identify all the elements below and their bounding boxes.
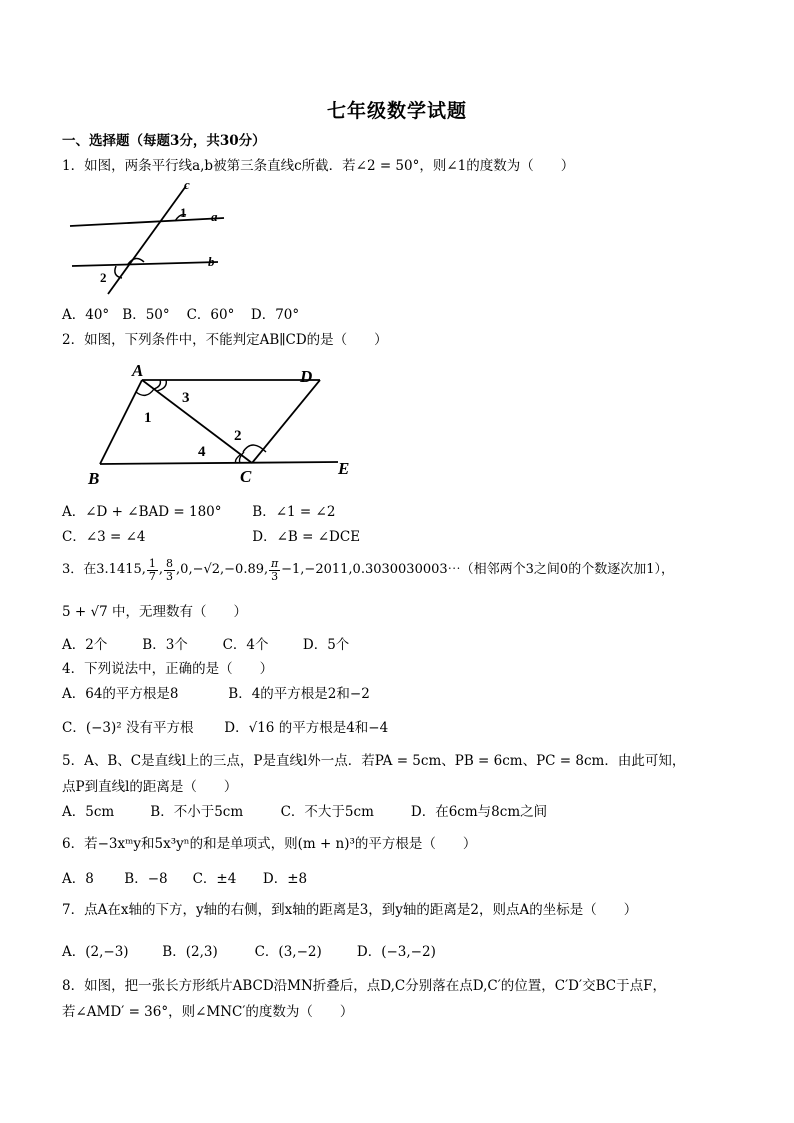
q7-option-d: D．(−3,−2) (356, 944, 436, 960)
q6-option-d: D．±8 (262, 871, 308, 887)
q3-stem-prefix: 3．在3.1415, (62, 562, 146, 577)
q3-stem-tail: −1,−2011,0.3030030003⋯（相邻两个3之间0的个数逐次加1）， (281, 562, 674, 577)
angle-1-arc (136, 389, 154, 395)
label-1: 1 (180, 205, 187, 220)
label-4: 4 (198, 444, 206, 460)
q2-option-c: C．∠3 = ∠4 (62, 529, 146, 545)
q1-option-b: B．50° (122, 307, 170, 323)
line-b (72, 262, 218, 266)
q7-option-a: A．(2,−3) (62, 944, 129, 960)
label-c: c (184, 180, 190, 192)
q5-option-b: B．不小于5cm (150, 804, 244, 820)
q3-options (62, 636, 349, 654)
q4-option-c: C．(−3)² 没有平方根 (62, 720, 194, 736)
q2-option-a: A．∠D + ∠BAD = 180° (62, 504, 222, 520)
q2-option-b: B．∠1 = ∠2 (252, 504, 336, 520)
q3-fraction-8-3 (164, 558, 175, 583)
q3-stem-middle: ,0,−√2,−0.89, (176, 562, 269, 577)
q1-figure (62, 180, 242, 300)
q1-option-d: D．70° (250, 307, 300, 323)
q7-options (62, 943, 436, 961)
q4-stem: 4．下列说法中，正确的是（ ） (62, 661, 274, 677)
q6-option-c: C．±4 (192, 871, 237, 887)
label-1: 1 (144, 410, 152, 426)
label-3: 3 (182, 390, 190, 406)
q4-option-a: A．64的平方根是8 (62, 686, 179, 702)
q3-fraction-1-7 (147, 558, 158, 583)
q2-option-d: D．∠B = ∠DCE (252, 529, 361, 545)
label-B: B (88, 469, 100, 485)
frac-denominator: 7 (148, 569, 156, 583)
q2-stem: 2．如图，下列条件中，不能判定AB∥CD的是（ ） (62, 332, 388, 348)
q6-option-b: B．−8 (124, 871, 168, 887)
q5-stem: 5．A、B、C是直线l上的三点，P是直线l外一点．若PA = 5cm、PB = 6cm、PC = 8cm．由此可知， (62, 753, 686, 769)
frac-denominator: 3 (271, 569, 279, 583)
q6-option-a: A．8 (62, 871, 94, 887)
q3-option-d: D．5个 (302, 637, 350, 653)
q3-line2: 5 + √7 中，无理数有（ ） (62, 604, 247, 620)
segment-ac (142, 380, 252, 463)
label-C: C (240, 467, 252, 485)
frac-denominator: 3 (166, 569, 174, 583)
q1-options (62, 306, 299, 324)
q2-options-row1 (62, 503, 335, 521)
angle-3-arc (154, 380, 160, 389)
label-E: E (338, 459, 350, 478)
q4-options-row2 (62, 719, 388, 737)
q5-line2: 点P到直线l的距离是（ ） (62, 779, 238, 795)
q7-stem: 7．点A在x轴的下方，y轴的右侧，到x轴的距离是3，到y轴的距离是2，则点A的坐标是（ ） (62, 902, 638, 918)
q7-option-c: C．(3,−2) (254, 944, 322, 960)
q8-stem: 8．如图，把一张长方形纸片ABCD沿MN折叠后，点D,C分别落在点D,C′的位置，C′D′交BC于点F， (62, 978, 666, 994)
label-2: 2 (234, 428, 242, 444)
q5-option-d: D．在6cm与8cm之间 (410, 804, 548, 820)
label-b: b (208, 254, 215, 269)
section-heading: 一、选择题（每题3分，共30分） (62, 133, 266, 149)
frac-numerator: 1 (148, 556, 156, 570)
q6-options (62, 870, 307, 888)
q5-options (62, 803, 547, 821)
q5-option-a: A．5cm (62, 804, 115, 820)
label-A: A (132, 361, 144, 380)
q3-option-c: C．4个 (222, 637, 269, 653)
segment-dc (252, 380, 320, 463)
q6-stem: 6．若−3xᵐy和5x³yⁿ的和是单项式，则(m + n)³的平方根是（ ） (62, 836, 477, 852)
frac-numerator: 8 (166, 556, 174, 570)
q2-figure (80, 360, 370, 485)
q4-options-row1 (62, 685, 370, 703)
segment-be (100, 462, 338, 464)
label-a: a (211, 209, 218, 224)
q8-line2: 若∠AMD′ = 36°，则∠MNC′的度数为（ ） (62, 1004, 354, 1020)
line-a (70, 218, 224, 226)
label-D: D (300, 367, 313, 386)
q2-options-row2 (62, 528, 360, 546)
q1-option-c: C．60° (186, 307, 235, 323)
label-2: 2 (100, 270, 107, 285)
frac-numerator: π (271, 556, 279, 570)
q4-option-b: B．4的平方根是2和−2 (228, 686, 370, 702)
q3-option-a: A．2个 (62, 637, 108, 653)
q1-option-a: A．40° (62, 307, 110, 323)
q3-option-b: B．3个 (142, 637, 188, 653)
q7-option-b: B．(2,3) (162, 944, 218, 960)
q5-option-c: C．不大于5cm (280, 804, 374, 820)
q1-stem: 1．如图，两条平行线a,b被第三条直线c所截．若∠2 = 50°，则∠1的度数为（ ） (62, 158, 575, 174)
q4-option-d: D．√16 的平方根是4和−4 (224, 720, 389, 736)
page-title: 七年级数学试题 (326, 100, 467, 122)
q3-fraction-pi-3 (269, 558, 280, 583)
q3-stem: 3．在3.1415, $\frac{1}{7}$ , $\frac{8}{3}$ ,0,−√2,−0.89, $\frac{\pi}{3}$ −1,−2011,0.3030030003⋯（相邻两个3之间0的个数逐次加1）， (62, 556, 674, 583)
